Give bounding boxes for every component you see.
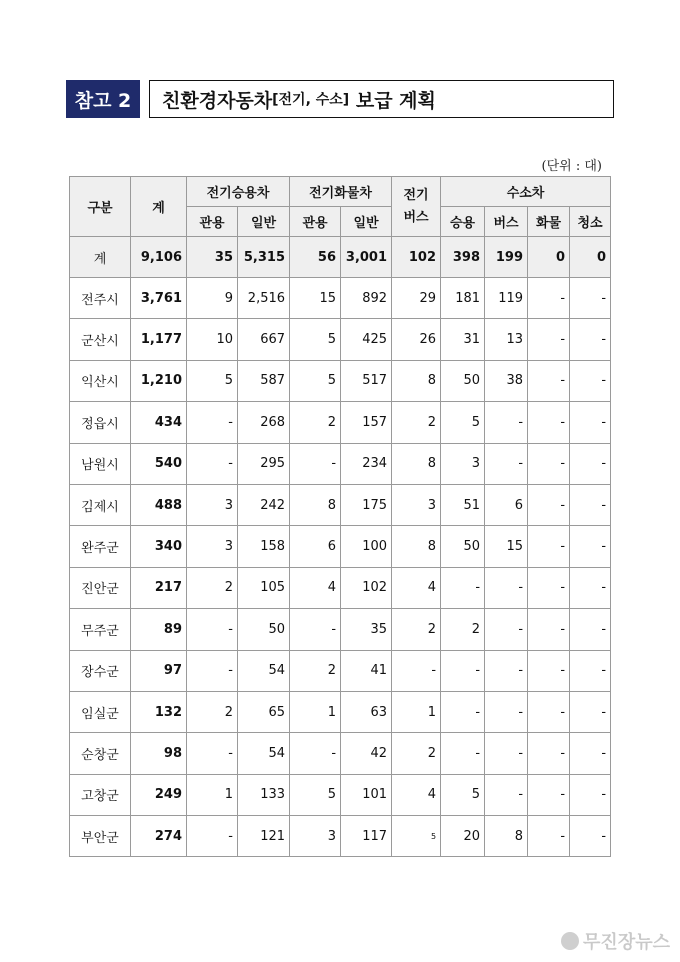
table-cell: 4 [290, 567, 341, 608]
table-cell: 268 [238, 402, 290, 443]
table-cell: 175 [341, 484, 392, 525]
table-row [70, 319, 611, 360]
table-cell: - [485, 650, 528, 691]
table-cell: 3 [187, 526, 238, 567]
table-cell: 5,315 [238, 237, 290, 278]
table-cell: - [570, 691, 611, 732]
row-label: 임실군 [70, 691, 131, 732]
table-cell: - [528, 691, 570, 732]
row-total-cell: 434 [131, 402, 187, 443]
title-end: 보급 계획 [349, 89, 436, 112]
table-cell: - [485, 402, 528, 443]
subheader-cell: 관용 [187, 207, 238, 237]
table-cell: - [441, 691, 485, 732]
table-row [70, 526, 611, 567]
unit-label: (단위 : 대) [541, 159, 602, 174]
table-cell: 102 [392, 237, 441, 278]
table-cell: 38 [485, 360, 528, 401]
table-row [70, 733, 611, 774]
table-cell: - [570, 484, 611, 525]
row-label: 군산시 [70, 319, 131, 360]
table-cell: 15 [290, 278, 341, 319]
table-cell: 181 [441, 278, 485, 319]
table-cell: 3 [187, 484, 238, 525]
table-row [70, 360, 611, 401]
row-label: 전주시 [70, 278, 131, 319]
row-label: 고창군 [70, 774, 131, 815]
table-cell: 119 [485, 278, 528, 319]
table-cell: 2 [290, 650, 341, 691]
table-cell: 105 [238, 567, 290, 608]
table-cell: 398 [441, 237, 485, 278]
table-cell: - [570, 650, 611, 691]
logo-icon [561, 932, 579, 950]
table-cell: 3 [392, 484, 441, 525]
table-cell: - [485, 733, 528, 774]
table-cell: 517 [341, 360, 392, 401]
table-cell: 5 [290, 319, 341, 360]
row-total-cell: 274 [131, 816, 187, 857]
table-cell: - [528, 774, 570, 815]
header-hydrogen: 수소차 [441, 177, 611, 207]
table-cell: 50 [238, 609, 290, 650]
table-cell: - [570, 733, 611, 774]
row-label: 완주군 [70, 526, 131, 567]
table-cell: 892 [341, 278, 392, 319]
table-cell: - [290, 443, 341, 484]
table-cell: 242 [238, 484, 290, 525]
subheader-cell: 일반 [238, 207, 290, 237]
table-cell: 9 [187, 278, 238, 319]
table-row [70, 567, 611, 608]
row-total-cell: 1,177 [131, 319, 187, 360]
table-cell: 3 [441, 443, 485, 484]
subheader-cell: 청소 [570, 207, 611, 237]
table-cell: 50 [441, 360, 485, 401]
row-total-cell: 217 [131, 567, 187, 608]
table-cell: 65 [238, 691, 290, 732]
table-cell: 587 [238, 360, 290, 401]
subheader-cell: 화물 [528, 207, 570, 237]
table-cell: 8 [392, 443, 441, 484]
row-label: 순창군 [70, 733, 131, 774]
table-cell: 10 [187, 319, 238, 360]
row-label: 계 [70, 237, 131, 278]
table-row [70, 691, 611, 732]
table-cell: 234 [341, 443, 392, 484]
table-cell: - [187, 650, 238, 691]
watermark-text: 무진장뉴스 [583, 932, 670, 953]
table-cell: - [485, 609, 528, 650]
table-cell: 4 [392, 774, 441, 815]
table-cell: 15 [485, 526, 528, 567]
row-label: 김제시 [70, 484, 131, 525]
subheader-cell: 관용 [290, 207, 341, 237]
table-row [70, 650, 611, 691]
row-total-cell: 540 [131, 443, 187, 484]
table-cell: 667 [238, 319, 290, 360]
row-total-cell: 89 [131, 609, 187, 650]
table-cell: - [187, 816, 238, 857]
table-cell: 8 [392, 526, 441, 567]
table-cell: 2 [392, 609, 441, 650]
table-cell: 1 [290, 691, 341, 732]
header-total: 계 [131, 177, 187, 237]
section-title [149, 80, 614, 118]
row-total-cell: 9,106 [131, 237, 187, 278]
table-cell: - [485, 691, 528, 732]
table-cell: 54 [238, 650, 290, 691]
table-row [70, 443, 611, 484]
table-cell: 0 [570, 237, 611, 278]
table-cell: - [528, 360, 570, 401]
section-header [66, 80, 614, 118]
table-row [70, 774, 611, 815]
table-cell: 41 [341, 650, 392, 691]
table-cell: 295 [238, 443, 290, 484]
table-cell: 4 [392, 567, 441, 608]
subheader-cell: 승용 [441, 207, 485, 237]
table-cell: - [570, 360, 611, 401]
table-cell: - [528, 567, 570, 608]
table-cell: 8 [485, 816, 528, 857]
header-ev-car: 전기승용차 [187, 177, 290, 207]
table-cell: 50 [441, 526, 485, 567]
table-cell: - [290, 609, 341, 650]
header-ev-bus: 전기 버스 [392, 177, 441, 237]
row-label: 부안군 [70, 816, 131, 857]
table-cell: 3 [290, 816, 341, 857]
table-cell: - [528, 609, 570, 650]
table-cell: 157 [341, 402, 392, 443]
table-cell: 2 [392, 733, 441, 774]
row-total-cell: 1,210 [131, 360, 187, 401]
table-cell: - [528, 443, 570, 484]
table-cell: 5 [441, 774, 485, 815]
table-cell: 6 [485, 484, 528, 525]
table-row [70, 402, 611, 443]
subheader-cell: 버스 [485, 207, 528, 237]
header-category: 구분 [70, 177, 131, 237]
table-cell: 5 [441, 402, 485, 443]
table-cell: 2,516 [238, 278, 290, 319]
table-cell: - [441, 650, 485, 691]
table-cell: - [528, 816, 570, 857]
table-cell: - [187, 609, 238, 650]
table-cell: - [528, 278, 570, 319]
subheader-cell: 일반 [341, 207, 392, 237]
table-row [70, 816, 611, 857]
row-total-cell: 98 [131, 733, 187, 774]
table-cell: 199 [485, 237, 528, 278]
ev-supply-table [69, 176, 611, 857]
table-cell: 13 [485, 319, 528, 360]
table-cell: - [187, 443, 238, 484]
table-cell: 42 [341, 733, 392, 774]
table-cell: 101 [341, 774, 392, 815]
title-main: 친환경자동차 [162, 89, 273, 112]
table-cell: - [570, 319, 611, 360]
row-total-cell: 97 [131, 650, 187, 691]
table-cell: - [290, 733, 341, 774]
table-cell: - [485, 774, 528, 815]
row-total-cell: 249 [131, 774, 187, 815]
table-cell: 29 [392, 278, 441, 319]
row-total-cell: 3,761 [131, 278, 187, 319]
table-row [70, 609, 611, 650]
table-cell: 117 [341, 816, 392, 857]
table-cell: 100 [341, 526, 392, 567]
table-cell: - [528, 526, 570, 567]
table-cell: 1 [392, 691, 441, 732]
row-label: 장수군 [70, 650, 131, 691]
table-cell: - [528, 484, 570, 525]
table-cell: 26 [392, 319, 441, 360]
row-label: 진안군 [70, 567, 131, 608]
table-cell: 20 [441, 816, 485, 857]
table-cell: 5 [392, 816, 441, 857]
table-cell: - [187, 402, 238, 443]
table-cell: - [441, 567, 485, 608]
table-cell: 56 [290, 237, 341, 278]
table-row [70, 484, 611, 525]
table-cell: - [570, 609, 611, 650]
table-cell: - [528, 733, 570, 774]
table-cell: 1 [187, 774, 238, 815]
table-cell: 425 [341, 319, 392, 360]
title-sub: [전기, 수소] [272, 92, 350, 108]
table-cell: 3,001 [341, 237, 392, 278]
table-cell: - [570, 402, 611, 443]
watermark [561, 928, 670, 954]
reference-badge: 참고 2 [66, 80, 140, 118]
table-cell: 31 [441, 319, 485, 360]
table-cell: 0 [528, 237, 570, 278]
table-cell: 2 [187, 691, 238, 732]
row-label: 남원시 [70, 443, 131, 484]
table-cell: 121 [238, 816, 290, 857]
table-cell: 8 [290, 484, 341, 525]
table-cell: - [528, 402, 570, 443]
table-cell: - [570, 278, 611, 319]
table-cell: - [485, 567, 528, 608]
table-cell: 5 [290, 774, 341, 815]
table-cell: 2 [441, 609, 485, 650]
table-cell: - [570, 774, 611, 815]
table-cell: 35 [341, 609, 392, 650]
table-cell: 2 [290, 402, 341, 443]
table-cell: - [570, 443, 611, 484]
table-cell: 133 [238, 774, 290, 815]
table-cell: - [187, 733, 238, 774]
table-cell: 158 [238, 526, 290, 567]
table-cell: - [528, 319, 570, 360]
row-total-cell: 132 [131, 691, 187, 732]
table-cell: 2 [392, 402, 441, 443]
row-label: 무주군 [70, 609, 131, 650]
table-cell: 51 [441, 484, 485, 525]
table-cell: 8 [392, 360, 441, 401]
header-ev-truck: 전기화물차 [290, 177, 392, 207]
table-cell: - [441, 733, 485, 774]
row-total-cell: 340 [131, 526, 187, 567]
table-cell: - [570, 567, 611, 608]
table-row [70, 278, 611, 319]
table-cell: 102 [341, 567, 392, 608]
row-label: 익산시 [70, 360, 131, 401]
table-cell: - [528, 650, 570, 691]
table-cell: 5 [290, 360, 341, 401]
table-cell: 54 [238, 733, 290, 774]
table-cell: - [570, 526, 611, 567]
table-total-row [70, 237, 611, 278]
table-cell: 35 [187, 237, 238, 278]
row-label: 정읍시 [70, 402, 131, 443]
row-total-cell: 488 [131, 484, 187, 525]
table-cell: 2 [187, 567, 238, 608]
table-cell: - [485, 443, 528, 484]
table-cell: - [570, 816, 611, 857]
table-cell: 6 [290, 526, 341, 567]
table-cell: 5 [187, 360, 238, 401]
table-cell: - [392, 650, 441, 691]
table-cell: 63 [341, 691, 392, 732]
